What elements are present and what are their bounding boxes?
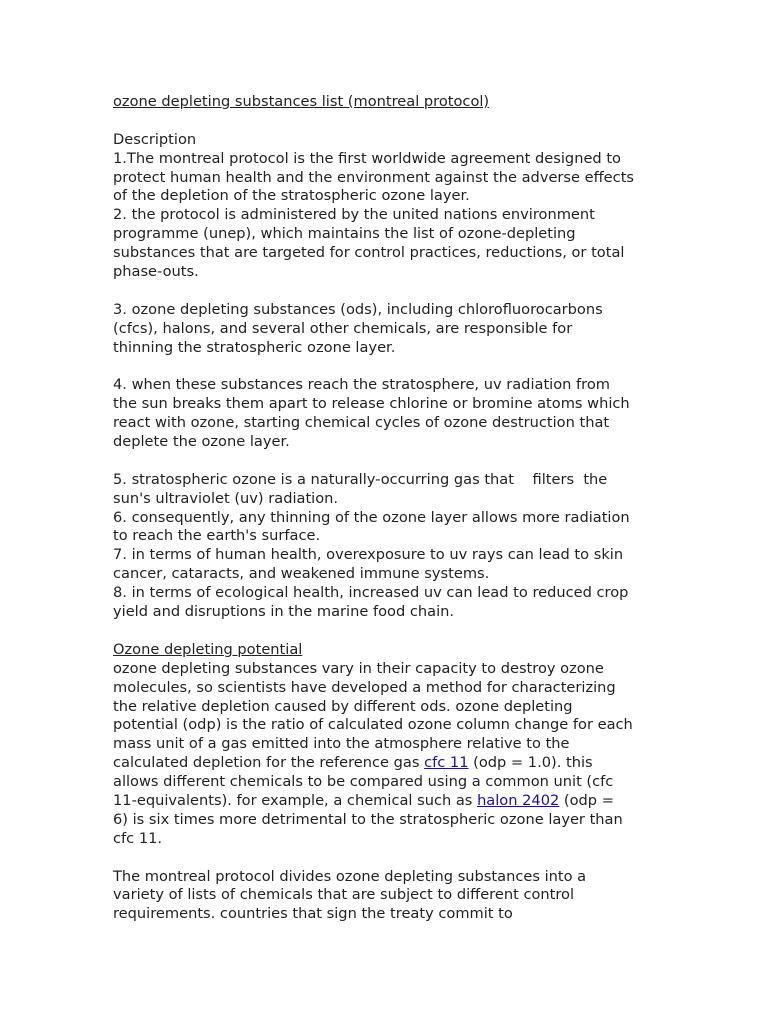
text-line: 1.The montreal protocol is the first worldwide agreement designed to (113, 149, 621, 167)
text-line: ozone depleting substances vary in their capacity to destroy ozone (113, 659, 604, 677)
odp-paragraph (113, 660, 658, 849)
text-line: mass unit of a gas emitted into the atmosphere relative to the (113, 735, 570, 753)
odp-heading: Ozone depleting potential (113, 640, 303, 658)
description-heading: Description (113, 130, 197, 148)
text-line: 4. when these substances reach the stratosphere, uv radiation from (113, 376, 610, 394)
text-span: (odp = 1.0). this (468, 754, 593, 772)
text-line: potential (odp) is the ratio of calculated ozone column change for each (113, 716, 633, 734)
text-line: of the depletion of the stratospheric ozone layer. (113, 187, 470, 205)
text-line: react with ozone, starting chemical cycles of ozone destruction that (113, 414, 610, 432)
spacer (113, 849, 658, 868)
text-line: phase-outs. (113, 263, 199, 281)
text-line: thinning the stratospheric ozone layer. (113, 338, 396, 356)
text-line: 8. in terms of ecological health, increased uv can lead to reduced crop (113, 584, 629, 602)
text-line: the sun breaks them apart to release chlorine or bromine atoms which (113, 395, 630, 413)
text-line: 7. in terms of human health, overexposure to uv rays can lead to skin (113, 546, 624, 564)
text-line: 6. consequently, any thinning of the ozone layer allows more radiation (113, 508, 630, 526)
text-line (113, 754, 658, 773)
point-4-paragraph (113, 376, 658, 452)
text-line (113, 792, 658, 811)
text-line: variety of lists of chemicals that are subject to different control (113, 886, 575, 904)
text-line: (cfcs), halons, and several other chemicals, are responsible for (113, 319, 573, 337)
text-line: the relative depletion caused by different ods. ozone depleting (113, 697, 573, 715)
text-line: deplete the ozone layer. (113, 433, 290, 451)
text-line: 6) is six times more detrimental to the stratospheric ozone layer than (113, 810, 623, 828)
text-line: substances that are targeted for control practices, reductions, or total (113, 244, 625, 262)
document-title: ozone depleting substances list (montreal protocol) (113, 93, 490, 110)
cfc-11-link[interactable]: cfc 11 (424, 754, 469, 772)
text-span: calculated depletion for the reference gas (113, 754, 425, 772)
text-line: 3. ozone depleting substances (ods), including chlorofluorocarbons (113, 300, 603, 318)
halon-2402-link[interactable]: halon 2402 (477, 791, 560, 809)
text-line: allows different chemicals to be compared using a common unit (cfc (113, 773, 614, 791)
text-line: The montreal protocol divides ozone depleting substances into a (113, 867, 587, 885)
spacer (113, 452, 658, 471)
text-line: 2. the protocol is administered by the united nations environment (113, 206, 595, 224)
spacer (113, 282, 658, 301)
points-5-8-paragraph (113, 471, 658, 622)
text-line: cancer, cataracts, and weakened immune systems. (113, 565, 490, 583)
text-line: to reach the earth's surface. (113, 527, 321, 545)
text-line: sun's ultraviolet (uv) radiation. (113, 489, 339, 507)
final-paragraph (113, 868, 658, 925)
text-line: yield and disruptions in the marine food chain. (113, 603, 455, 621)
text-span: 11-equivalents). for example, a chemical such as (113, 791, 478, 809)
text-line: 5. stratospheric ozone is a naturally-occurring gas that filters the (113, 470, 608, 488)
document-page (113, 93, 658, 924)
text-line: protect human health and the environment against the adverse effects (113, 168, 635, 186)
text-span: (odp = (559, 791, 614, 809)
point-3-paragraph (113, 301, 658, 358)
spacer (113, 357, 658, 376)
spacer (113, 622, 658, 641)
text-line: requirements. countries that sign the treaty commit to (113, 905, 513, 923)
text-line: molecules, so scientists have developed a method for characterizing (113, 678, 616, 696)
spacer (113, 112, 658, 131)
text-line: programme (unep), which maintains the list of ozone-depleting (113, 225, 576, 243)
description-paragraph (113, 150, 658, 282)
text-line: cfc 11. (113, 829, 163, 847)
